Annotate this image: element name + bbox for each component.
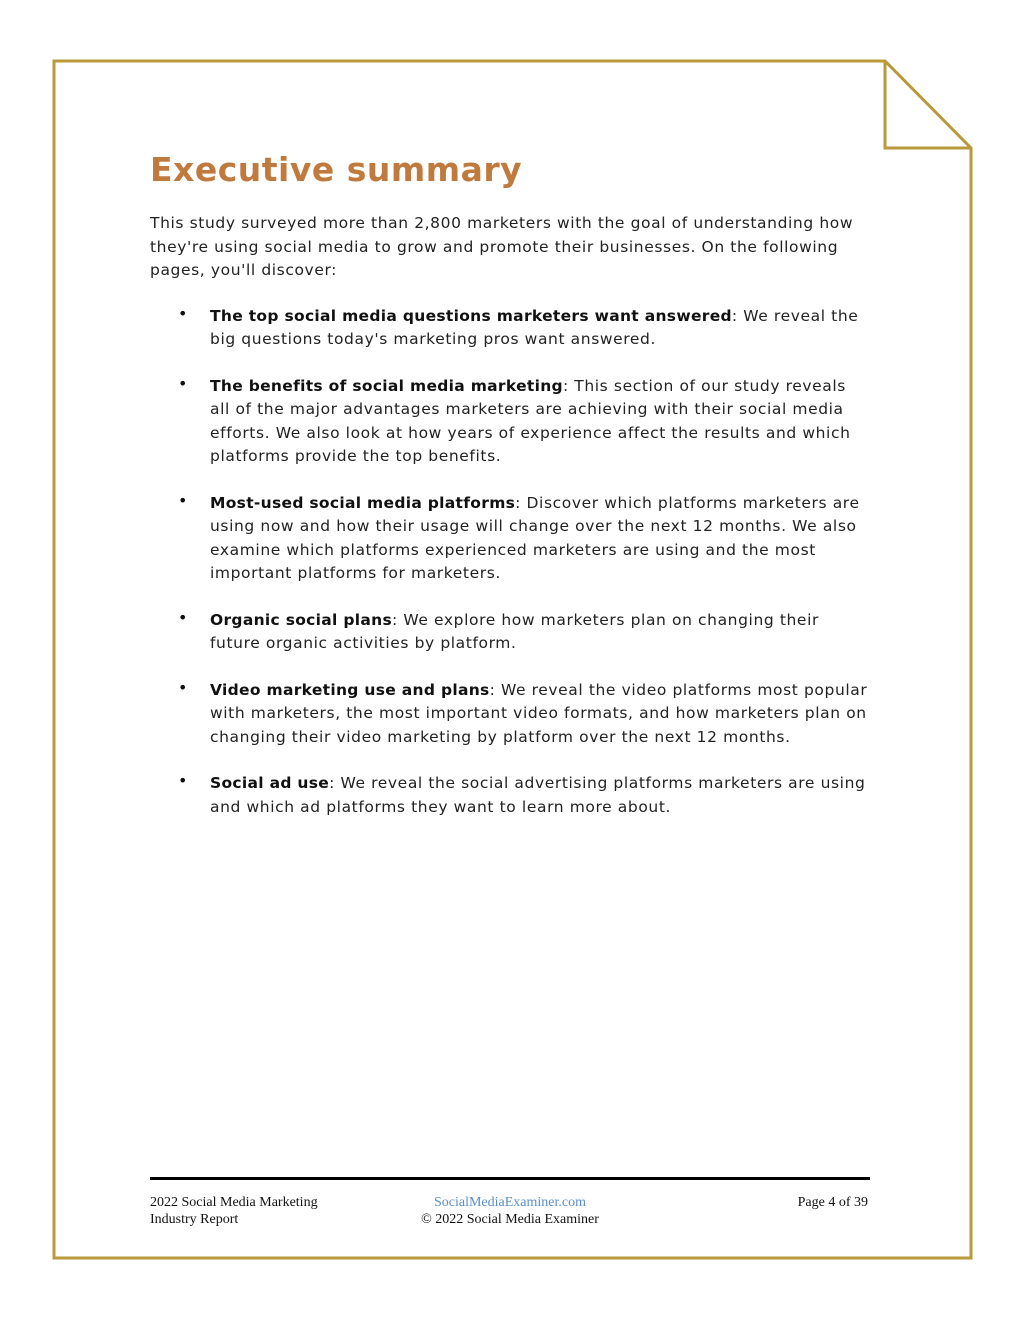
summary-bullet-list — [150, 305, 870, 820]
bullet-icon: • — [178, 373, 189, 393]
summary-bullet-item — [150, 492, 870, 586]
intro-paragraph: This study surveyed more than 2,800 marketers with the goal of understanding how they're using social media to grow and promote their businesses. On the following pages, you'll discover: — [150, 214, 854, 279]
page-title: Executive summary — [150, 150, 523, 189]
bullet-icon: • — [178, 607, 189, 627]
bullet-text: : Discover which platforms marketers are using now and how their usage will change over the next 12 months. We also examine which platforms experienced marketers are using and the most important platforms for marketers. — [210, 493, 860, 582]
footer-report-line-2: Industry Report — [150, 1212, 239, 1227]
summary-bullet-item — [150, 609, 870, 656]
bullet-title: The top social media questions marketers want answered — [210, 306, 732, 325]
summary-bullet-item — [150, 772, 870, 819]
footer-copyright: © 2022 Social Media Examiner — [421, 1212, 599, 1227]
main-content — [150, 150, 870, 842]
bullet-text: : We reveal the social advertising platforms marketers are using and which ad platforms they want to learn more about. — [210, 774, 866, 816]
summary-bullet-item — [150, 679, 870, 750]
bullet-title: Social ad use — [210, 774, 330, 792]
bullet-icon: • — [178, 303, 189, 323]
bullet-icon: • — [178, 771, 189, 790]
summary-bullet-item — [150, 375, 870, 469]
bullet-icon: • — [178, 677, 189, 697]
summary-bullet-item — [150, 305, 870, 352]
bullet-icon: • — [178, 490, 189, 510]
bullet-title: Most-used social media platforms — [210, 493, 516, 512]
bullet-title: Video marketing use and plans — [210, 680, 490, 699]
footer-report-name — [150, 1194, 370, 1228]
bullet-text: : We reveal the video platforms most popular with marketers, the most important video formats, and how marketers plan on changing their video marketing by platform over the next 12 months. — [210, 680, 868, 746]
page-footer — [150, 1177, 870, 1227]
site-link[interactable]: SocialMediaExaminer.com — [433, 1195, 586, 1210]
footer-publisher — [390, 1194, 630, 1228]
bullet-text: : This section of our study reveals all of the major advantages marketers are achieving with their social media efforts. We also look at how years of experience affect the results and which platforms provide the top benefits. — [210, 376, 851, 465]
footer-report-line-1: 2022 Social Media Marketing — [150, 1195, 318, 1210]
bullet-text: : We explore how marketers plan on changing their future organic activities by platform. — [210, 610, 819, 652]
bullet-title: The benefits of social media marketing — [210, 376, 563, 395]
bullet-title: Organic social plans — [210, 610, 392, 629]
bullet-text: : We reveal the big questions today's marketing pros want answered. — [210, 306, 859, 348]
page-number: Page 4 of 39 — [797, 1195, 868, 1210]
